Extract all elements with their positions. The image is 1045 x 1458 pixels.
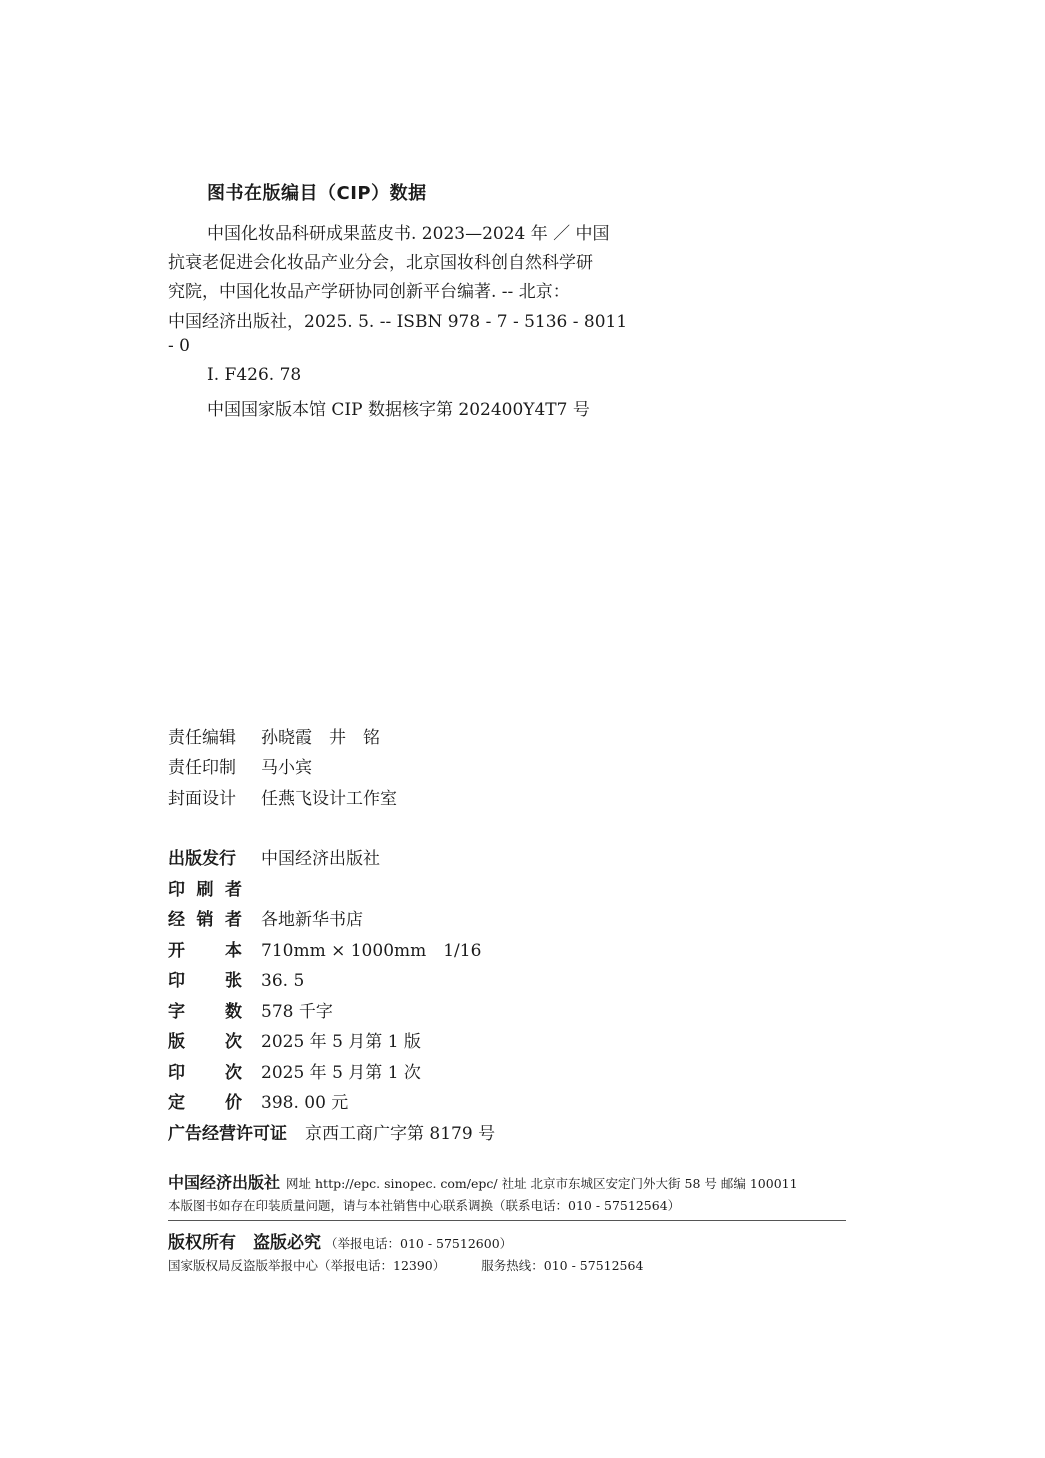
pub-value: 京西工商广字第 8179 号 <box>305 1124 496 1144</box>
pub-value: 36. 5 <box>261 971 305 991</box>
cip-line: 抗衰老促进会化妆品产业分会，北京国妆科创自然科学研 <box>168 253 593 273</box>
staff-editor <box>168 723 380 748</box>
pub-label: 印 次 <box>168 1063 242 1083</box>
pub-value: 2025 年 5 月第 1 版 <box>261 1032 421 1052</box>
divider <box>168 1220 846 1221</box>
cip-record-number: 中国国家版本馆 CIP 数据核字第 202400Y4T7 号 <box>207 400 590 420</box>
pub-format <box>168 936 481 961</box>
staff-label: 责任编辑 <box>168 728 236 748</box>
staff-value: 孙晓霞 井 铭 <box>261 728 380 748</box>
copyright-notice <box>168 1228 512 1253</box>
pub-distributor <box>168 905 363 930</box>
footer-hotlines <box>168 1256 643 1274</box>
pub-value: 各地新华书店 <box>261 910 363 930</box>
pub-label: 出版发行 <box>168 849 236 869</box>
staff-print-supervisor <box>168 753 312 778</box>
footer-publisher <box>168 1170 798 1193</box>
anti-piracy-center: 国家版权局反盗版举报中心（举报电话：12390） <box>168 1258 446 1273</box>
cip-title: 图书在版编目（CIP）数据 <box>207 183 427 204</box>
cip-line: - 0 <box>168 336 190 356</box>
pub-label: 字 数 <box>168 1002 242 1022</box>
publisher-info: 网址 http://epc. sinopec. com/epc/ 社址 北京市东城区安定门外大街 58 号 邮编 100011 <box>286 1176 798 1191</box>
pub-value: 2025 年 5 月第 1 次 <box>261 1063 421 1083</box>
rights-reserved: 版权所有 盗版必究 <box>168 1233 321 1253</box>
pub-word-count <box>168 997 333 1022</box>
publisher-name: 中国经济出版社 <box>168 1173 281 1192</box>
pub-value: 578 千字 <box>261 1002 333 1022</box>
cip-line: 究院，中国化妆品产学研协同创新平台编著. -- 北京： <box>168 282 570 302</box>
pub-label: 印 刷 者 <box>168 880 242 900</box>
pub-impression <box>168 1058 421 1083</box>
cip-line: 中国经济出版社，2025. 5. -- ISBN 978 - 7 - 5136 - 8011 <box>168 312 628 332</box>
rights-phone: （举报电话：010 - 57512600） <box>325 1236 513 1251</box>
cip-line: 中国化妆品科研成果蓝皮书. 2023—2024 年 ／ 中国 <box>207 224 610 244</box>
pub-label: 开 本 <box>168 941 242 961</box>
staff-label: 封面设计 <box>168 789 236 809</box>
pub-label: 印 张 <box>168 971 242 991</box>
staff-value: 马小宾 <box>261 758 312 778</box>
pub-ad-license <box>168 1119 495 1144</box>
staff-cover-design <box>168 784 397 809</box>
pub-value: 中国经济出版社 <box>261 849 380 869</box>
pub-price <box>168 1088 348 1113</box>
pub-printer <box>168 875 261 900</box>
pub-label: 版 次 <box>168 1032 242 1052</box>
cip-classification: Ⅰ. F426. 78 <box>207 365 302 385</box>
pub-edition <box>168 1027 421 1052</box>
pub-label: 定 价 <box>168 1093 242 1113</box>
quality-note: 本版图书如存在印装质量问题，请与本社销售中心联系调换（联系电话：010 - 57512564） <box>168 1198 681 1213</box>
pub-value: 398. 00 元 <box>261 1093 349 1113</box>
pub-label: 经 销 者 <box>168 910 242 930</box>
service-hotline: 服务热线：010 - 57512564 <box>481 1258 644 1273</box>
staff-value: 任燕飞设计工作室 <box>261 789 397 809</box>
staff-label: 责任印制 <box>168 758 236 778</box>
pub-publisher <box>168 844 380 869</box>
pub-sheets <box>168 966 304 991</box>
pub-value: 710mm × 1000mm 1/16 <box>261 941 482 961</box>
pub-label: 广告经营许可证 <box>168 1124 287 1144</box>
